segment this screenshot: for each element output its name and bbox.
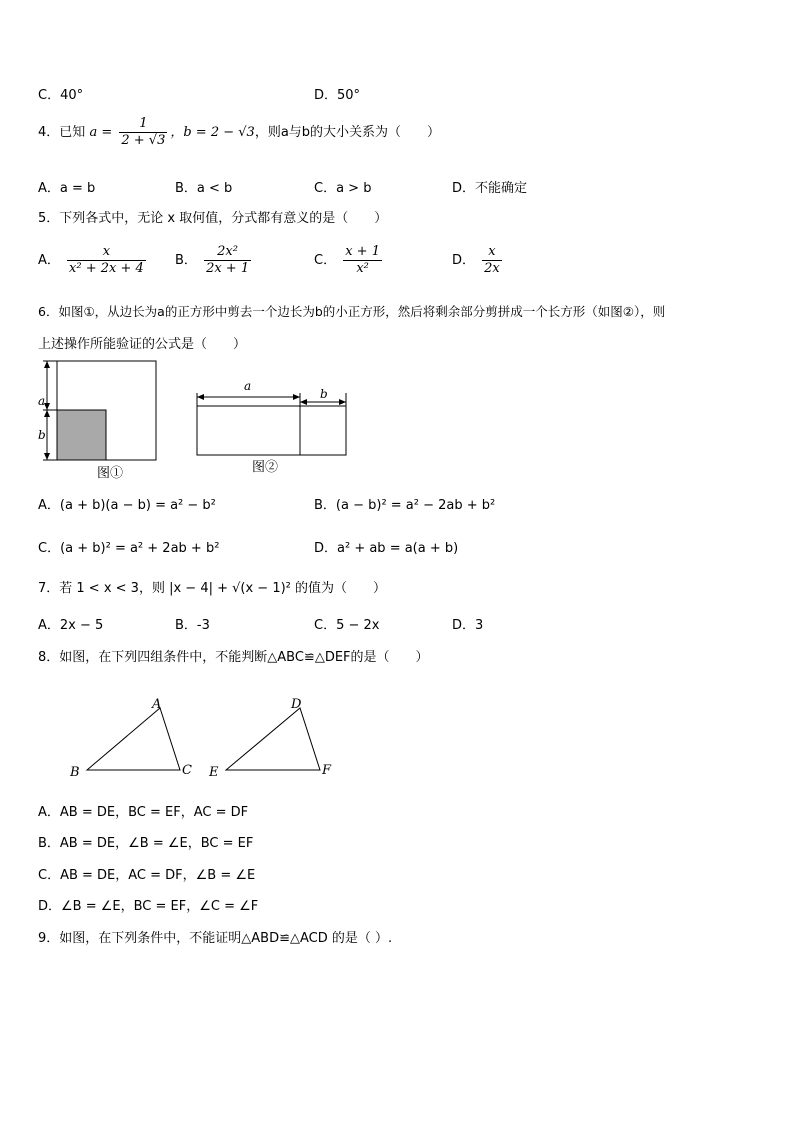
q5-option-c-denominator: x²	[356, 261, 369, 276]
q4-suffix: ，则a与b的大小关系为（ ）	[254, 125, 441, 140]
q5-option-d-denominator: 2x	[484, 261, 500, 276]
q5-option-b-label: B．	[175, 253, 197, 268]
q5-option-a	[38, 244, 149, 277]
q3-option-c: C．40°	[38, 88, 84, 103]
q6-option-d: D．a² + ab = a(a + b)	[314, 541, 459, 556]
q5-stem: 5．下列各式中，无论 x 取何值，分式都有意义的是（ ）	[38, 211, 388, 226]
q5-option-d-label: D．	[452, 253, 476, 268]
q4-prefix: 已知	[59, 125, 86, 140]
point-f-label: F	[322, 763, 332, 778]
q6-stem-line1: 6．如图①，从边长为a的正方形中剪去一个边长为b的小正方形，然后将剩余部分剪拼成一个长方形（如图②），则	[38, 304, 666, 319]
q4-a-denominator: 2 + √3	[121, 133, 166, 148]
q4-number: 4．	[38, 125, 60, 140]
q8-option-a: A．AB = DE，BC = EF，AC = DF	[38, 805, 249, 820]
q7-option-d: D．3	[452, 618, 484, 633]
q5-option-d-numerator: x	[482, 244, 502, 261]
q4-option-d: D．不能确定	[452, 181, 528, 196]
q6-fig2-label-b: b	[320, 387, 328, 401]
q6-fig2-label-a: a	[244, 379, 252, 393]
q6-option-b: B．(a − b)² = a² − 2ab + b²	[314, 498, 496, 513]
q5-option-b-numerator: 2x²	[204, 244, 251, 261]
q5-option-d-fraction	[482, 244, 502, 277]
q5-option-b	[175, 244, 254, 277]
q6-option-c: C．(a + b)² = a² + 2ab + b²	[38, 541, 220, 556]
triangle-def	[208, 697, 332, 780]
q3-option-d: D．50°	[314, 88, 361, 103]
q6-fig1-caption: 图①	[97, 466, 124, 480]
q6-figures	[30, 355, 370, 480]
q7-option-a: A．2x − 5	[38, 618, 104, 633]
q4-option-b: B．a < b	[175, 181, 233, 196]
q7-stem: 7．若 1 < x < 3，则 |x − 4| + √(x − 1)² 的值为（ ）	[38, 581, 387, 596]
point-c-label: C	[182, 763, 192, 778]
q5-option-c-fraction	[343, 244, 382, 277]
q8-option-b: B．AB = DE，∠B = ∠E，BC = EF	[38, 836, 254, 851]
q8-stem: 8．如图，在下列四组条件中，不能判断△ABC≌△DEF的是（ ）	[38, 650, 429, 665]
q7-option-b: B．-3	[175, 618, 210, 633]
q9-stem: 9．如图，在下列条件中，不能证明△ABD≌△ACD 的是（ ）.	[38, 931, 393, 946]
q4-a-numerator: 1	[119, 116, 167, 133]
point-a-label: A	[152, 697, 162, 712]
q4-a-fraction	[119, 116, 167, 149]
q5-option-a-denominator: x² + 2x + 4	[69, 261, 144, 276]
q4-a-lhs: a =	[89, 125, 113, 140]
point-e-label: E	[209, 765, 219, 780]
q6-fig2-caption: 图②	[252, 460, 279, 475]
q6-figure1	[38, 361, 156, 480]
q5-option-a-numerator: x	[67, 244, 146, 261]
point-b-label: B	[70, 765, 80, 780]
q5-option-c	[314, 244, 385, 277]
q5-option-c-label: C．	[314, 253, 337, 268]
q6-fig1-label-a: a	[38, 394, 46, 408]
q4-option-c: C．a > b	[314, 181, 372, 196]
q8-option-d: D．∠B = ∠E，BC = EF，∠C = ∠F	[38, 899, 259, 914]
q8-option-c: C．AB = DE，AC = DF，∠B = ∠E	[38, 868, 256, 883]
q8-triangles	[60, 692, 350, 787]
q5-option-c-numerator: x + 1	[345, 244, 380, 259]
q6-figure2	[197, 379, 346, 475]
q5-option-b-fraction	[204, 244, 251, 277]
q5-option-b-denominator: 2x + 1	[206, 261, 250, 276]
q5-option-a-label: A．	[38, 253, 60, 268]
q5-option-d	[452, 244, 505, 277]
q4-option-a: A．a = b	[38, 181, 96, 196]
triangle-abc	[69, 697, 192, 780]
q5-option-a-fraction	[67, 244, 146, 277]
point-d-label: D	[291, 697, 302, 712]
q6-stem-line2: 上述操作所能验证的公式是（ ）	[38, 337, 247, 352]
q4-b-expression: ，b = 2 − √3	[170, 125, 255, 140]
q4-stem	[38, 116, 440, 149]
q6-option-a: A．(a + b)(a − b) = a² − b²	[38, 498, 216, 513]
q6-fig1-label-b: b	[38, 428, 46, 442]
q7-option-c: C．5 − 2x	[314, 618, 380, 633]
